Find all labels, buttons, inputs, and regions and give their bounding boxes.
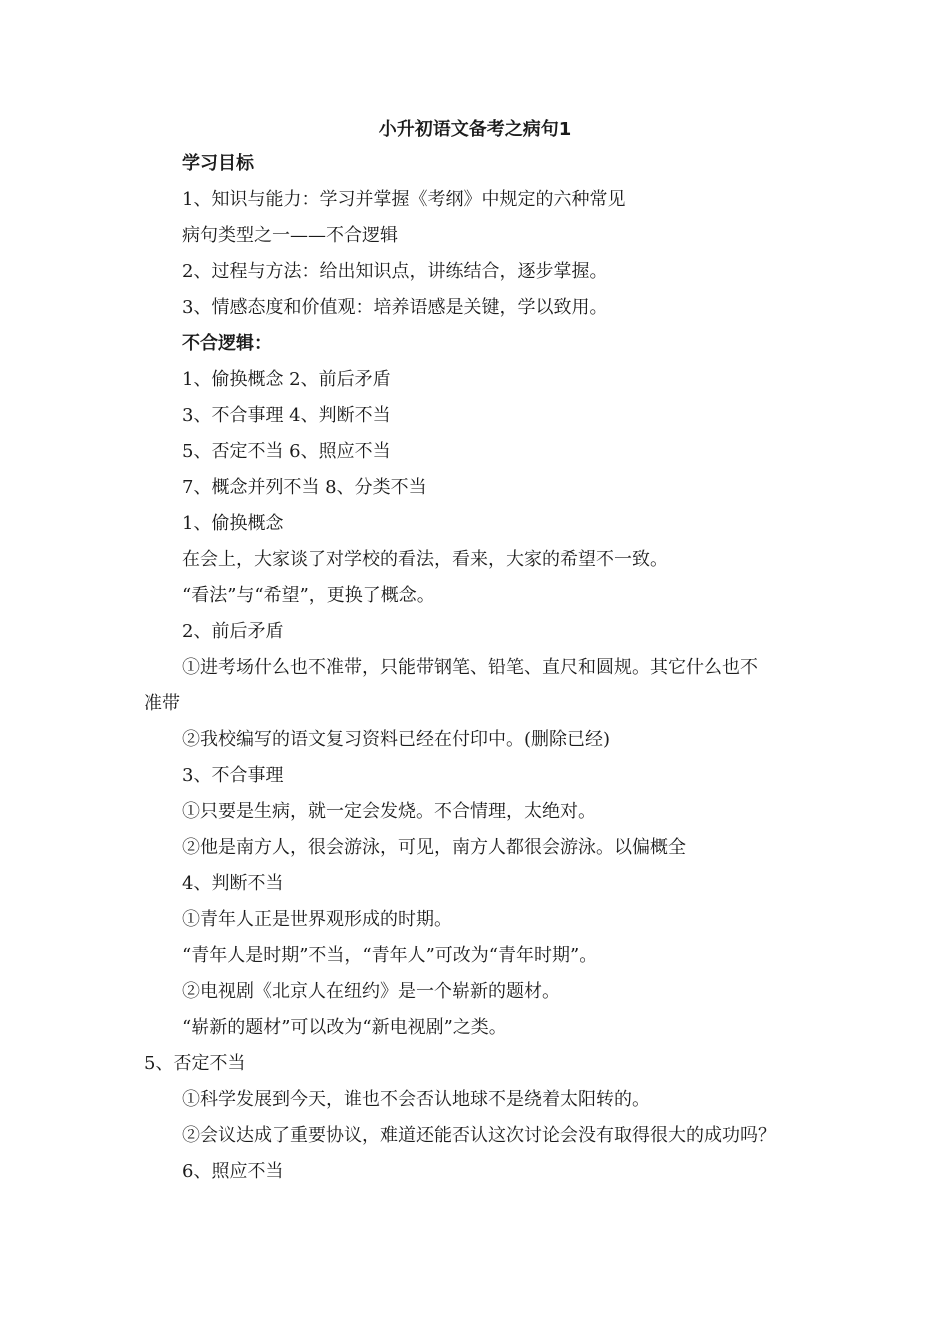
paragraph-line: ②他是南方人，很会游泳，可见，南方人都很会游泳。以偏概全 (182, 837, 686, 858)
section-heading: 3、不合事理 (182, 765, 284, 786)
paragraph-line: 3、情感态度和价值观：培养语感是关键，学以致用。 (182, 297, 608, 318)
section-heading: 2、前后矛盾 (182, 621, 284, 642)
paragraph-line: 3、不合事理 4、判断不当 (182, 405, 391, 426)
paragraph-line: ①青年人正是世界观形成的时期。 (182, 909, 452, 930)
paragraph-line: ①只要是生病，就一定会发烧。不合情理，太绝对。 (182, 801, 596, 822)
paragraph-line: ①进考场什么也不准带，只能带钢笔、铅笔、直尺和圆规。其它什么也不 (182, 657, 758, 678)
paragraph-line: 在会上，大家谈了对学校的看法，看来，大家的希望不一致。 (182, 549, 668, 570)
paragraph-line: 病句类型之一——不合逻辑 (182, 225, 398, 246)
paragraph-line: 5、否定不当 6、照应不当 (182, 441, 391, 462)
paragraph-line: 2、过程与方法：给出知识点，讲练结合，逐步掌握。 (182, 261, 608, 282)
paragraph-line: “崭新的题材”可以改为“新电视剧”之类。 (182, 1017, 507, 1038)
paragraph-line: ②会议达成了重要协议，难道还能否认这次讨论会没有取得很大的成功吗？ (182, 1125, 776, 1146)
paragraph-line: ②电视剧《北京人在纽约》是一个崭新的题材。 (182, 981, 560, 1002)
paragraph-line: 1、知识与能力：学习并掌握《考纲》中规定的六种常见 (182, 189, 626, 210)
paragraph-line: 准带 (144, 693, 180, 714)
paragraph-line: ①科学发展到今天，谁也不会否认地球不是绕着太阳转的。 (182, 1089, 650, 1110)
paragraph-line: 1、偷换概念 2、前后矛盾 (182, 369, 391, 390)
paragraph-line: “看法”与“希望”，更换了概念。 (182, 585, 435, 606)
paragraph-line: ②我校编写的语文复习资料已经在付印中。(删除已经) (182, 729, 611, 750)
section-heading: 1、偷换概念 (182, 513, 284, 534)
heading-learning-goals: 学习目标 (182, 153, 254, 174)
section-heading: 6、照应不当 (182, 1161, 284, 1182)
paragraph-line: “青年人是时期”不当，“青年人”可改为“青年时期”。 (182, 945, 598, 966)
heading-illogical: 不合逻辑： (182, 333, 272, 354)
page-title: 小升初语文备考之病句1 (378, 119, 572, 140)
paragraph-line: 7、概念并列不当 8、分类不当 (182, 477, 427, 498)
section-heading: 5、否定不当 (144, 1053, 246, 1074)
section-heading: 4、判断不当 (182, 873, 284, 894)
